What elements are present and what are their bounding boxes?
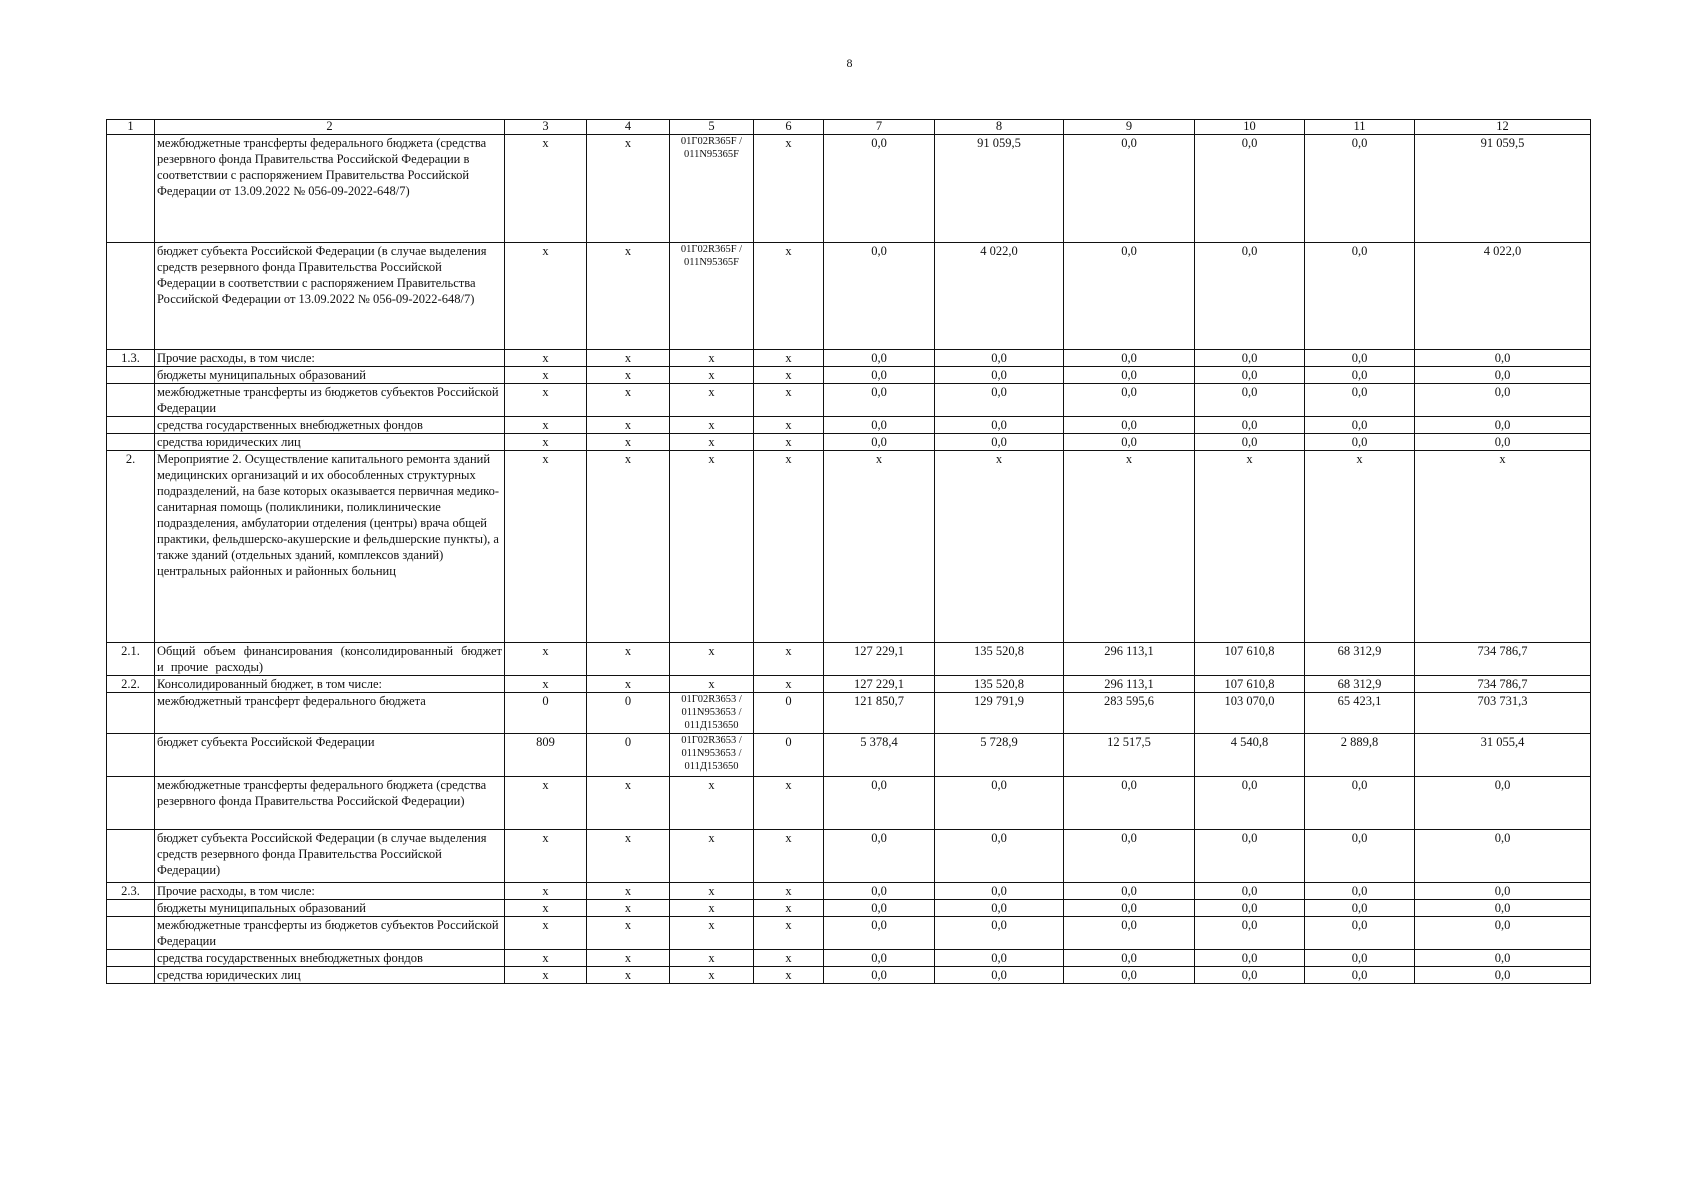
row-description: бюджет субъекта Российской Федерации (в случае выделения средств резервного фонда Правительства Российской Федерации): [155, 830, 505, 883]
cell-col-11: 0,0: [1305, 917, 1415, 950]
row-description: средства государственных внебюджетных фондов: [155, 950, 505, 967]
row-index: [107, 243, 155, 350]
row-index: 1.3.: [107, 350, 155, 367]
cell-col-11: 0,0: [1305, 243, 1415, 350]
cell-col-10: 0,0: [1195, 900, 1305, 917]
cell-col-10: 0,0: [1195, 777, 1305, 830]
cell-col-8: 0,0: [935, 883, 1064, 900]
cell-col-11: 0,0: [1305, 900, 1415, 917]
cell-col-8: 0,0: [935, 434, 1064, 451]
cell-col-5: x: [670, 950, 754, 967]
cell-col-12: 0,0: [1415, 883, 1591, 900]
column-number: 7: [824, 120, 935, 135]
cell-col-4: x: [587, 643, 670, 676]
cell-col-12: 734 786,7: [1415, 676, 1591, 693]
column-number: 3: [505, 120, 587, 135]
cell-col-5: x: [670, 367, 754, 384]
row-description: Прочие расходы, в том числе:: [155, 883, 505, 900]
row-description: межбюджетные трансферты федерального бюджета (средства резервного фонда Правительства Российской Федерации в соответствии с распоряжением Правительства Российской Федерации от 13.09.2022 № 056-09-2022-648/7): [155, 135, 505, 243]
cell-col-5: x: [670, 451, 754, 643]
cell-col-7: 127 229,1: [824, 643, 935, 676]
row-index: [107, 367, 155, 384]
cell-col-6: x: [754, 830, 824, 883]
cell-col-8: 0,0: [935, 384, 1064, 417]
row-description: Мероприятие 2. Осуществление капитального ремонта зданий медицинских организаций и их обособленных структурных подразделений, на базе которых оказывается первичная медико-санитарная помощь (поликлиники, поликлинические подразделения, амбулатории отделения (центры) врача общей практики, фельдшерско-акушерские и фельдшерские пункты), а также зданий (отдельных зданий, комплексов зданий) центральных районных и районных больниц: [155, 451, 505, 643]
table-row: [107, 434, 1591, 451]
cell-col-7: 0,0: [824, 243, 935, 350]
cell-col-7: 0,0: [824, 777, 935, 830]
cell-col-7: 0,0: [824, 417, 935, 434]
cell-col-5: x: [670, 417, 754, 434]
cell-col-6: x: [754, 135, 824, 243]
cell-col-3: 809: [505, 734, 587, 777]
table-row: [107, 451, 1591, 643]
cell-col-4: x: [587, 917, 670, 950]
cell-col-6: 0: [754, 693, 824, 734]
row-description: бюджеты муниципальных образований: [155, 900, 505, 917]
financing-table: [106, 119, 1591, 984]
cell-col-6: x: [754, 350, 824, 367]
cell-col-7: 121 850,7: [824, 693, 935, 734]
cell-col-3: x: [505, 950, 587, 967]
cell-col-10: 103 070,0: [1195, 693, 1305, 734]
cell-col-12: 0,0: [1415, 350, 1591, 367]
cell-col-8: 4 022,0: [935, 243, 1064, 350]
cell-col-12: 0,0: [1415, 417, 1591, 434]
cell-col-5: 01Г02R365F / 011N95365F: [670, 135, 754, 243]
row-index: [107, 917, 155, 950]
row-index: [107, 693, 155, 734]
cell-col-10: 0,0: [1195, 830, 1305, 883]
cell-col-12: 0,0: [1415, 367, 1591, 384]
column-number: 4: [587, 120, 670, 135]
cell-col-10: 0,0: [1195, 135, 1305, 243]
cell-col-6: x: [754, 643, 824, 676]
cell-col-8: 5 728,9: [935, 734, 1064, 777]
cell-col-4: x: [587, 830, 670, 883]
cell-col-12: x: [1415, 451, 1591, 643]
cell-col-11: 0,0: [1305, 350, 1415, 367]
cell-col-7: 0,0: [824, 900, 935, 917]
cell-col-7: 0,0: [824, 917, 935, 950]
row-index: [107, 135, 155, 243]
cell-col-12: 0,0: [1415, 830, 1591, 883]
row-description: межбюджетный трансферт федерального бюджета: [155, 693, 505, 734]
cell-col-6: x: [754, 917, 824, 950]
cell-col-11: 0,0: [1305, 883, 1415, 900]
cell-col-11: 65 423,1: [1305, 693, 1415, 734]
cell-col-6: x: [754, 451, 824, 643]
cell-col-4: x: [587, 967, 670, 984]
cell-col-11: 0,0: [1305, 777, 1415, 830]
cell-col-5: x: [670, 777, 754, 830]
cell-col-3: x: [505, 417, 587, 434]
column-number: 6: [754, 120, 824, 135]
cell-col-9: 0,0: [1064, 434, 1195, 451]
cell-col-8: x: [935, 451, 1064, 643]
table-row: [107, 734, 1591, 777]
cell-col-10: 0,0: [1195, 950, 1305, 967]
cell-col-4: x: [587, 367, 670, 384]
cell-col-4: x: [587, 451, 670, 643]
cell-col-4: x: [587, 676, 670, 693]
cell-col-3: x: [505, 900, 587, 917]
cell-col-3: x: [505, 367, 587, 384]
cell-col-3: x: [505, 243, 587, 350]
cell-col-9: 0,0: [1064, 967, 1195, 984]
cell-col-10: 0,0: [1195, 967, 1305, 984]
cell-col-10: 107 610,8: [1195, 643, 1305, 676]
cell-col-7: 0,0: [824, 830, 935, 883]
cell-col-9: 0,0: [1064, 900, 1195, 917]
table-row: [107, 883, 1591, 900]
cell-col-9: 0,0: [1064, 350, 1195, 367]
cell-col-7: 5 378,4: [824, 734, 935, 777]
row-index: [107, 734, 155, 777]
table-body: [107, 135, 1591, 984]
cell-col-12: 0,0: [1415, 917, 1591, 950]
cell-col-4: x: [587, 883, 670, 900]
table-row: [107, 950, 1591, 967]
cell-col-6: x: [754, 434, 824, 451]
cell-col-4: x: [587, 777, 670, 830]
table-row: [107, 384, 1591, 417]
cell-col-12: 0,0: [1415, 967, 1591, 984]
table-header: [107, 120, 1591, 135]
cell-col-4: x: [587, 950, 670, 967]
cell-col-10: 107 610,8: [1195, 676, 1305, 693]
cell-col-5: x: [670, 350, 754, 367]
cell-col-12: 734 786,7: [1415, 643, 1591, 676]
row-index: [107, 900, 155, 917]
cell-col-10: 0,0: [1195, 883, 1305, 900]
cell-col-7: 0,0: [824, 384, 935, 417]
cell-col-6: x: [754, 417, 824, 434]
cell-col-8: 135 520,8: [935, 643, 1064, 676]
column-number: 10: [1195, 120, 1305, 135]
cell-col-3: x: [505, 643, 587, 676]
cell-col-8: 0,0: [935, 917, 1064, 950]
cell-col-8: 0,0: [935, 950, 1064, 967]
table-row: [107, 693, 1591, 734]
row-description: межбюджетные трансферты из бюджетов субъектов Российской Федерации: [155, 917, 505, 950]
cell-col-3: x: [505, 967, 587, 984]
cell-col-7: 0,0: [824, 883, 935, 900]
cell-col-9: 0,0: [1064, 243, 1195, 350]
cell-col-9: 0,0: [1064, 384, 1195, 417]
row-description: средства государственных внебюджетных фондов: [155, 417, 505, 434]
column-number: 2: [155, 120, 505, 135]
cell-col-3: x: [505, 883, 587, 900]
table-row: [107, 830, 1591, 883]
page-number: 8: [846, 56, 853, 70]
cell-col-11: 0,0: [1305, 417, 1415, 434]
table-row: [107, 967, 1591, 984]
cell-col-11: 0,0: [1305, 950, 1415, 967]
cell-col-10: 0,0: [1195, 417, 1305, 434]
row-index: [107, 384, 155, 417]
cell-col-4: x: [587, 135, 670, 243]
cell-col-4: x: [587, 434, 670, 451]
cell-col-12: 91 059,5: [1415, 135, 1591, 243]
cell-col-9: 296 113,1: [1064, 643, 1195, 676]
cell-col-8: 0,0: [935, 967, 1064, 984]
table-row: [107, 643, 1591, 676]
cell-col-5: 01Г02R3653 / 011N953653 / 011Д153650: [670, 734, 754, 777]
table-row: [107, 417, 1591, 434]
cell-col-10: 0,0: [1195, 243, 1305, 350]
cell-col-10: 0,0: [1195, 384, 1305, 417]
cell-col-8: 0,0: [935, 777, 1064, 830]
cell-col-6: x: [754, 367, 824, 384]
cell-col-11: 0,0: [1305, 967, 1415, 984]
cell-col-7: 127 229,1: [824, 676, 935, 693]
cell-col-11: x: [1305, 451, 1415, 643]
row-index: 2.2.: [107, 676, 155, 693]
column-number-row: [107, 120, 1591, 135]
cell-col-3: x: [505, 451, 587, 643]
row-description: межбюджетные трансферты федерального бюджета (средства резервного фонда Правительства Российской Федерации): [155, 777, 505, 830]
cell-col-8: 0,0: [935, 830, 1064, 883]
cell-col-6: x: [754, 950, 824, 967]
cell-col-6: x: [754, 883, 824, 900]
cell-col-9: x: [1064, 451, 1195, 643]
cell-col-5: x: [670, 434, 754, 451]
cell-col-12: 0,0: [1415, 384, 1591, 417]
cell-col-11: 2 889,8: [1305, 734, 1415, 777]
row-index: [107, 830, 155, 883]
cell-col-9: 0,0: [1064, 917, 1195, 950]
cell-col-12: 703 731,3: [1415, 693, 1591, 734]
table-row: [107, 367, 1591, 384]
cell-col-3: x: [505, 676, 587, 693]
cell-col-12: 0,0: [1415, 434, 1591, 451]
cell-col-8: 0,0: [935, 350, 1064, 367]
cell-col-5: 01Г02R365F / 011N95365F: [670, 243, 754, 350]
cell-col-5: x: [670, 830, 754, 883]
cell-col-7: x: [824, 451, 935, 643]
row-description: Консолидированный бюджет, в том числе:: [155, 676, 505, 693]
cell-col-5: x: [670, 917, 754, 950]
row-index: [107, 777, 155, 830]
cell-col-3: x: [505, 135, 587, 243]
column-number: 12: [1415, 120, 1591, 135]
cell-col-9: 0,0: [1064, 830, 1195, 883]
cell-col-9: 283 595,6: [1064, 693, 1195, 734]
row-description: бюджет субъекта Российской Федерации: [155, 734, 505, 777]
cell-col-10: 0,0: [1195, 350, 1305, 367]
row-index: 2.: [107, 451, 155, 643]
table-row: [107, 777, 1591, 830]
cell-col-8: 0,0: [935, 417, 1064, 434]
cell-col-6: x: [754, 777, 824, 830]
cell-col-12: 0,0: [1415, 777, 1591, 830]
cell-col-5: x: [670, 676, 754, 693]
cell-col-6: x: [754, 900, 824, 917]
cell-col-5: 01Г02R3653 / 011N953653 / 011Д153650: [670, 693, 754, 734]
cell-col-9: 0,0: [1064, 777, 1195, 830]
cell-col-3: x: [505, 350, 587, 367]
cell-col-5: x: [670, 384, 754, 417]
cell-col-10: x: [1195, 451, 1305, 643]
cell-col-11: 68 312,9: [1305, 643, 1415, 676]
column-number: 9: [1064, 120, 1195, 135]
cell-col-6: x: [754, 676, 824, 693]
row-index: [107, 417, 155, 434]
cell-col-11: 0,0: [1305, 367, 1415, 384]
cell-col-4: x: [587, 384, 670, 417]
cell-col-12: 31 055,4: [1415, 734, 1591, 777]
cell-col-9: 296 113,1: [1064, 676, 1195, 693]
cell-col-7: 0,0: [824, 135, 935, 243]
cell-col-8: 0,0: [935, 367, 1064, 384]
table-row: [107, 350, 1591, 367]
cell-col-4: 0: [587, 693, 670, 734]
row-description: межбюджетные трансферты из бюджетов субъектов Российской Федерации: [155, 384, 505, 417]
row-description: средства юридических лиц: [155, 967, 505, 984]
cell-col-3: x: [505, 830, 587, 883]
cell-col-8: 0,0: [935, 900, 1064, 917]
cell-col-11: 0,0: [1305, 434, 1415, 451]
cell-col-11: 0,0: [1305, 135, 1415, 243]
cell-col-9: 0,0: [1064, 950, 1195, 967]
row-index: 2.1.: [107, 643, 155, 676]
cell-col-4: x: [587, 417, 670, 434]
cell-col-12: 0,0: [1415, 900, 1591, 917]
table-row: [107, 676, 1591, 693]
cell-col-3: x: [505, 434, 587, 451]
cell-col-9: 0,0: [1064, 135, 1195, 243]
table-row: [107, 243, 1591, 350]
cell-col-6: x: [754, 967, 824, 984]
cell-col-7: 0,0: [824, 350, 935, 367]
cell-col-10: 4 540,8: [1195, 734, 1305, 777]
table-row: [107, 135, 1591, 243]
cell-col-9: 0,0: [1064, 367, 1195, 384]
row-description: средства юридических лиц: [155, 434, 505, 451]
row-description: бюджеты муниципальных образований: [155, 367, 505, 384]
cell-col-8: 135 520,8: [935, 676, 1064, 693]
cell-col-7: 0,0: [824, 434, 935, 451]
cell-col-10: 0,0: [1195, 917, 1305, 950]
cell-col-9: 12 517,5: [1064, 734, 1195, 777]
column-number: 5: [670, 120, 754, 135]
cell-col-11: 0,0: [1305, 384, 1415, 417]
cell-col-6: 0: [754, 734, 824, 777]
cell-col-10: 0,0: [1195, 367, 1305, 384]
cell-col-10: 0,0: [1195, 434, 1305, 451]
row-index: [107, 950, 155, 967]
column-number: 8: [935, 120, 1064, 135]
cell-col-8: 91 059,5: [935, 135, 1064, 243]
cell-col-4: x: [587, 243, 670, 350]
cell-col-6: x: [754, 243, 824, 350]
cell-col-5: x: [670, 967, 754, 984]
cell-col-7: 0,0: [824, 967, 935, 984]
column-number: 11: [1305, 120, 1415, 135]
cell-col-5: x: [670, 900, 754, 917]
cell-col-4: x: [587, 900, 670, 917]
cell-col-12: 0,0: [1415, 950, 1591, 967]
cell-col-9: 0,0: [1064, 883, 1195, 900]
table-row: [107, 900, 1591, 917]
cell-col-11: 68 312,9: [1305, 676, 1415, 693]
cell-col-6: x: [754, 384, 824, 417]
cell-col-9: 0,0: [1064, 417, 1195, 434]
column-number: 1: [107, 120, 155, 135]
cell-col-7: 0,0: [824, 950, 935, 967]
cell-col-3: x: [505, 917, 587, 950]
row-index: [107, 434, 155, 451]
cell-col-3: 0: [505, 693, 587, 734]
cell-col-12: 4 022,0: [1415, 243, 1591, 350]
cell-col-4: 0: [587, 734, 670, 777]
cell-col-3: x: [505, 384, 587, 417]
row-index: 2.3.: [107, 883, 155, 900]
cell-col-11: 0,0: [1305, 830, 1415, 883]
cell-col-3: x: [505, 777, 587, 830]
cell-col-5: x: [670, 883, 754, 900]
cell-col-5: x: [670, 643, 754, 676]
row-description: Прочие расходы, в том числе:: [155, 350, 505, 367]
cell-col-8: 129 791,9: [935, 693, 1064, 734]
table-row: [107, 917, 1591, 950]
row-description: Общий объем финансирования (консолидированный бюджет и прочие расходы): [155, 643, 505, 676]
cell-col-7: 0,0: [824, 367, 935, 384]
cell-col-4: x: [587, 350, 670, 367]
row-index: [107, 967, 155, 984]
row-description: бюджет субъекта Российской Федерации (в случае выделения средств резервного фонда Правительства Российской Федерации в соответствии с распоряжением Правительства Российской Федерации от 13.09.2022 № 056-09-2022-648/7): [155, 243, 505, 350]
